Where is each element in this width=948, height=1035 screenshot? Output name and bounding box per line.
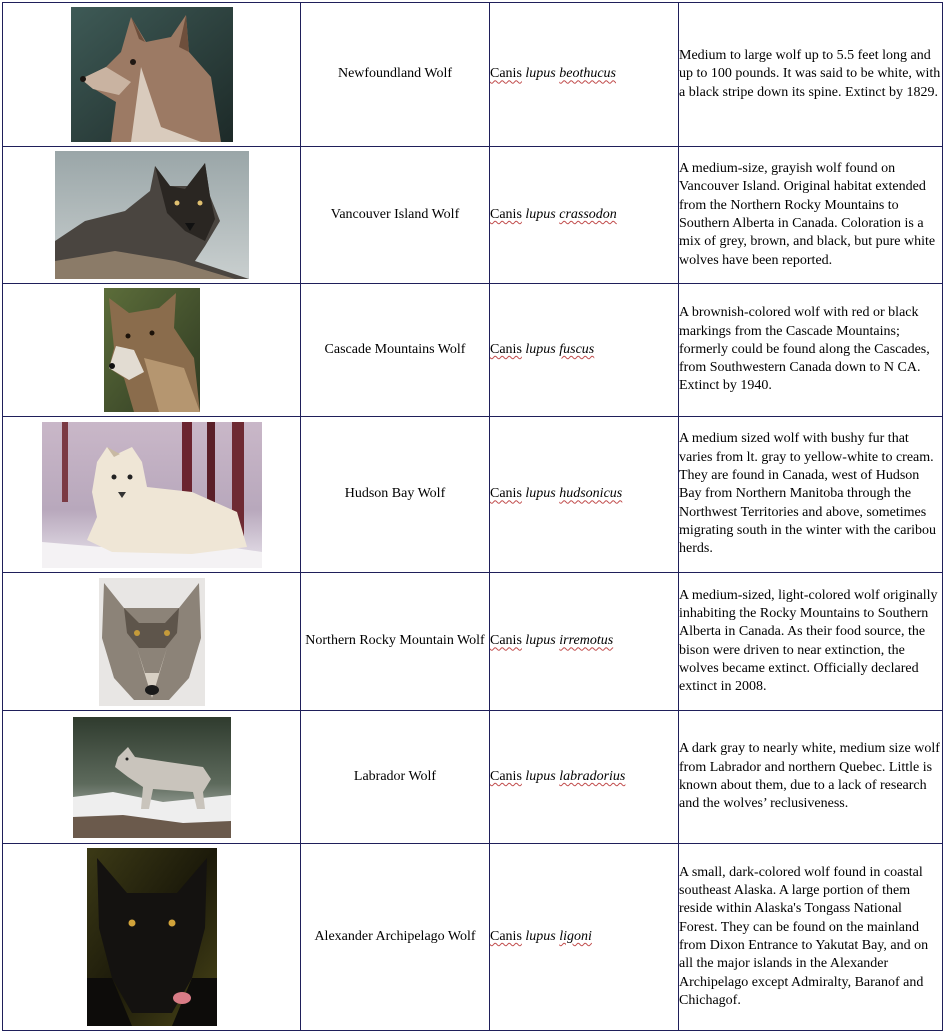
species: lupus xyxy=(525,66,556,82)
genus: Canis xyxy=(490,486,522,502)
common-name-cell xyxy=(301,147,490,284)
table-row xyxy=(3,147,943,284)
photo-cell xyxy=(3,417,301,573)
description: A medium-size, grayish wolf found on Vancouver Island. Original habitat extended from the Northern Rocky Mountains to Southern Alberta in Canada. Coloration is a mix of grey, brown, and black, but pure white wolves have been reported. xyxy=(679,161,936,268)
photo-cell xyxy=(3,284,301,417)
description: Medium to large wolf up to 5.5 feet long and up to 100 pounds. It was said to be white, with a black stripe down its spine. Extinct by 1829. xyxy=(679,48,941,100)
table-row xyxy=(3,573,943,711)
genus: Canis xyxy=(490,768,522,784)
description: A small, dark-colored wolf found in coastal southeast Alaska. A large portion of them reside within Alaska's Tongass National Forest. They can be found on the mainland from Dixon Entrance to Yakutat Bay, and on all the major islands in the Alexander Archipelago except Admiralty, Baranof and Chichagof. xyxy=(679,864,929,1008)
common-name-cell xyxy=(301,573,490,711)
species: lupus xyxy=(525,928,556,944)
wolf-photo xyxy=(87,848,217,1026)
common-name: Vancouver Island Wolf xyxy=(330,206,460,222)
subspecies: hudsonicus xyxy=(559,486,623,502)
photo-cell xyxy=(3,573,301,711)
wolf-photo xyxy=(71,7,233,142)
photo-cell xyxy=(3,711,301,844)
genus: Canis xyxy=(490,633,522,649)
wolf-photo xyxy=(55,151,249,279)
species: lupus xyxy=(525,486,556,502)
genus: Canis xyxy=(490,206,522,222)
scientific-name-cell xyxy=(490,417,679,573)
scientific-name-cell xyxy=(490,573,679,711)
table-row xyxy=(3,844,943,1031)
photo-cell xyxy=(3,844,301,1031)
description: A medium sized wolf with bushy fur that varies from lt. gray to yellow-white to cream. They are found in Canada, west of Hudson Bay from Northern Manitoba through the Northwest Territories and above, sometimes migrating south in the winter with the caribou herds. xyxy=(679,431,937,557)
table-row xyxy=(3,284,943,417)
common-name-cell xyxy=(301,711,490,844)
subspecies: crassodon xyxy=(559,206,617,222)
photo-cell xyxy=(3,3,301,147)
genus: Canis xyxy=(490,66,522,82)
scientific-name-cell xyxy=(490,284,679,417)
subspecies: ligoni xyxy=(559,928,592,944)
description-cell xyxy=(679,3,943,147)
species: lupus xyxy=(525,768,556,784)
common-name: Newfoundland Wolf xyxy=(337,66,453,82)
common-name-cell xyxy=(301,284,490,417)
description-cell xyxy=(679,417,943,573)
common-name: Labrador Wolf xyxy=(353,768,437,784)
table-row xyxy=(3,417,943,573)
common-name: Northern Rocky Mountain Wolf xyxy=(305,633,485,649)
wolf-photo xyxy=(73,717,231,838)
wolf-photo xyxy=(42,422,262,568)
description-cell xyxy=(679,844,943,1031)
subspecies: irremotus xyxy=(559,633,614,649)
common-name: Alexander Archipelago Wolf xyxy=(314,928,476,944)
common-name-cell xyxy=(301,3,490,147)
species: lupus xyxy=(525,633,556,649)
description-cell xyxy=(679,284,943,417)
scientific-name-cell xyxy=(490,711,679,844)
common-name: Hudson Bay Wolf xyxy=(344,486,446,502)
description: A dark gray to nearly white, medium size wolf from Labrador and northern Quebec. Little is known about them, due to a lack of research and the wolves’ reclusiveness. xyxy=(679,741,940,812)
common-name-cell xyxy=(301,844,490,1031)
common-name-cell xyxy=(301,417,490,573)
scientific-name-cell xyxy=(490,3,679,147)
species: lupus xyxy=(525,206,556,222)
table-row xyxy=(3,3,943,147)
subspecies: beothucus xyxy=(559,66,616,82)
scientific-name-cell xyxy=(490,147,679,284)
description: A brownish-colored wolf with red or black markings from the Cascade Mountains; formerly could be found along the Cascades, from Southwestern Canada down to N CA. Extinct by 1940. xyxy=(679,305,930,394)
genus: Canis xyxy=(490,341,522,357)
photo-cell xyxy=(3,147,301,284)
wolf-photo xyxy=(99,578,205,706)
genus: Canis xyxy=(490,928,522,944)
wolf-photo xyxy=(104,288,200,412)
common-name: Cascade Mountains Wolf xyxy=(324,341,466,357)
table-row xyxy=(3,711,943,844)
subspecies: fuscus xyxy=(559,341,595,357)
description-cell xyxy=(679,147,943,284)
description-cell xyxy=(679,573,943,711)
description-cell xyxy=(679,711,943,844)
subspecies: labradorius xyxy=(559,768,626,784)
scientific-name-cell xyxy=(490,844,679,1031)
species: lupus xyxy=(525,341,556,357)
description: A medium-sized, light-colored wolf originally inhabiting the Rocky Mountains to Southern Alberta in Canada. As their food source, the bison were driven to near extinction, the wolves became extinct. Officially declared extinct in 2008. xyxy=(679,587,938,695)
wolf-subspecies-table xyxy=(2,2,943,1031)
